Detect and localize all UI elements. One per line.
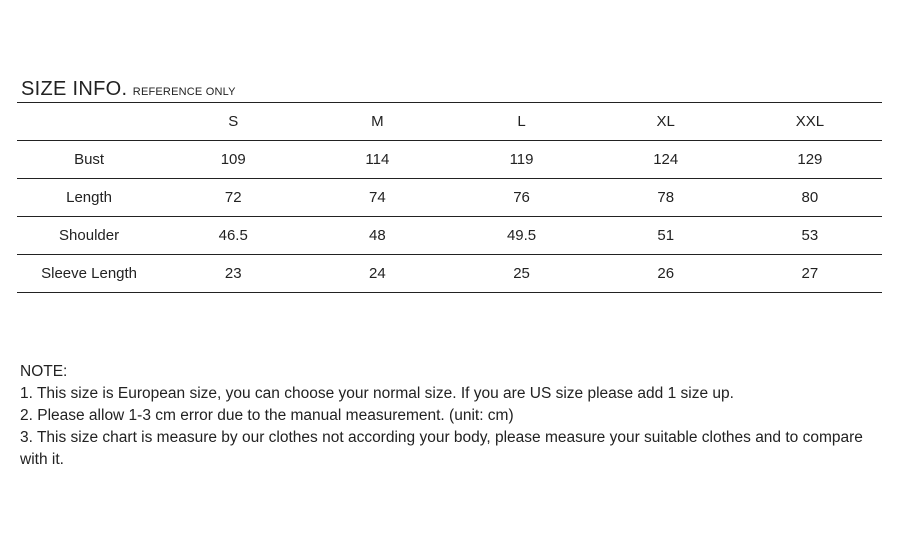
table-row <box>17 255 882 293</box>
table-cell: 27 <box>738 255 882 293</box>
header-cell-xxl: XXL <box>738 103 882 141</box>
table-cell: 129 <box>738 141 882 179</box>
table-cell: 25 <box>449 255 593 293</box>
row-label-sleeve-length: Sleeve Length <box>17 255 161 293</box>
header-cell-empty <box>17 103 161 141</box>
table-cell: 119 <box>449 141 593 179</box>
table-row <box>17 141 882 179</box>
table-cell: 124 <box>594 141 738 179</box>
note-item: 2. Please allow 1-3 cm error due to the manual measurement. (unit: cm) <box>20 407 514 424</box>
table-cell: 24 <box>305 255 449 293</box>
header-cell-l: L <box>449 103 593 141</box>
table-cell: 114 <box>305 141 449 179</box>
notes-heading: NOTE: <box>20 363 68 380</box>
table-cell: 80 <box>738 179 882 217</box>
row-label-length: Length <box>17 179 161 217</box>
table-cell: 72 <box>161 179 305 217</box>
notes-section <box>20 361 870 471</box>
table-cell: 51 <box>594 217 738 255</box>
table-cell: 49.5 <box>449 217 593 255</box>
table-cell: 46.5 <box>161 217 305 255</box>
table-cell: 76 <box>449 179 593 217</box>
size-info-title <box>21 78 236 101</box>
table-row <box>17 179 882 217</box>
table-row <box>17 217 882 255</box>
table-cell: 48 <box>305 217 449 255</box>
row-label-shoulder: Shoulder <box>17 217 161 255</box>
title-subtitle: REFERENCE ONLY <box>132 86 236 98</box>
header-cell-m: M <box>305 103 449 141</box>
header-cell-s: S <box>161 103 305 141</box>
table-header-row <box>17 103 882 141</box>
table-cell: 74 <box>305 179 449 217</box>
header-cell-xl: XL <box>594 103 738 141</box>
row-label-bust: Bust <box>17 141 161 179</box>
table-cell: 26 <box>594 255 738 293</box>
table-cell: 23 <box>161 255 305 293</box>
note-item: 1. This size is European size, you can choose your normal size. If you are US size please add 1 size up. <box>20 385 734 402</box>
table-cell: 109 <box>161 141 305 179</box>
title-main: SIZE INFO. <box>21 78 128 100</box>
note-item: 3. This size chart is measure by our clothes not according your body, please measure your suitable clothes and to compare with it. <box>20 429 863 468</box>
size-chart-table <box>17 102 882 293</box>
table-cell: 53 <box>738 217 882 255</box>
table-cell: 78 <box>594 179 738 217</box>
